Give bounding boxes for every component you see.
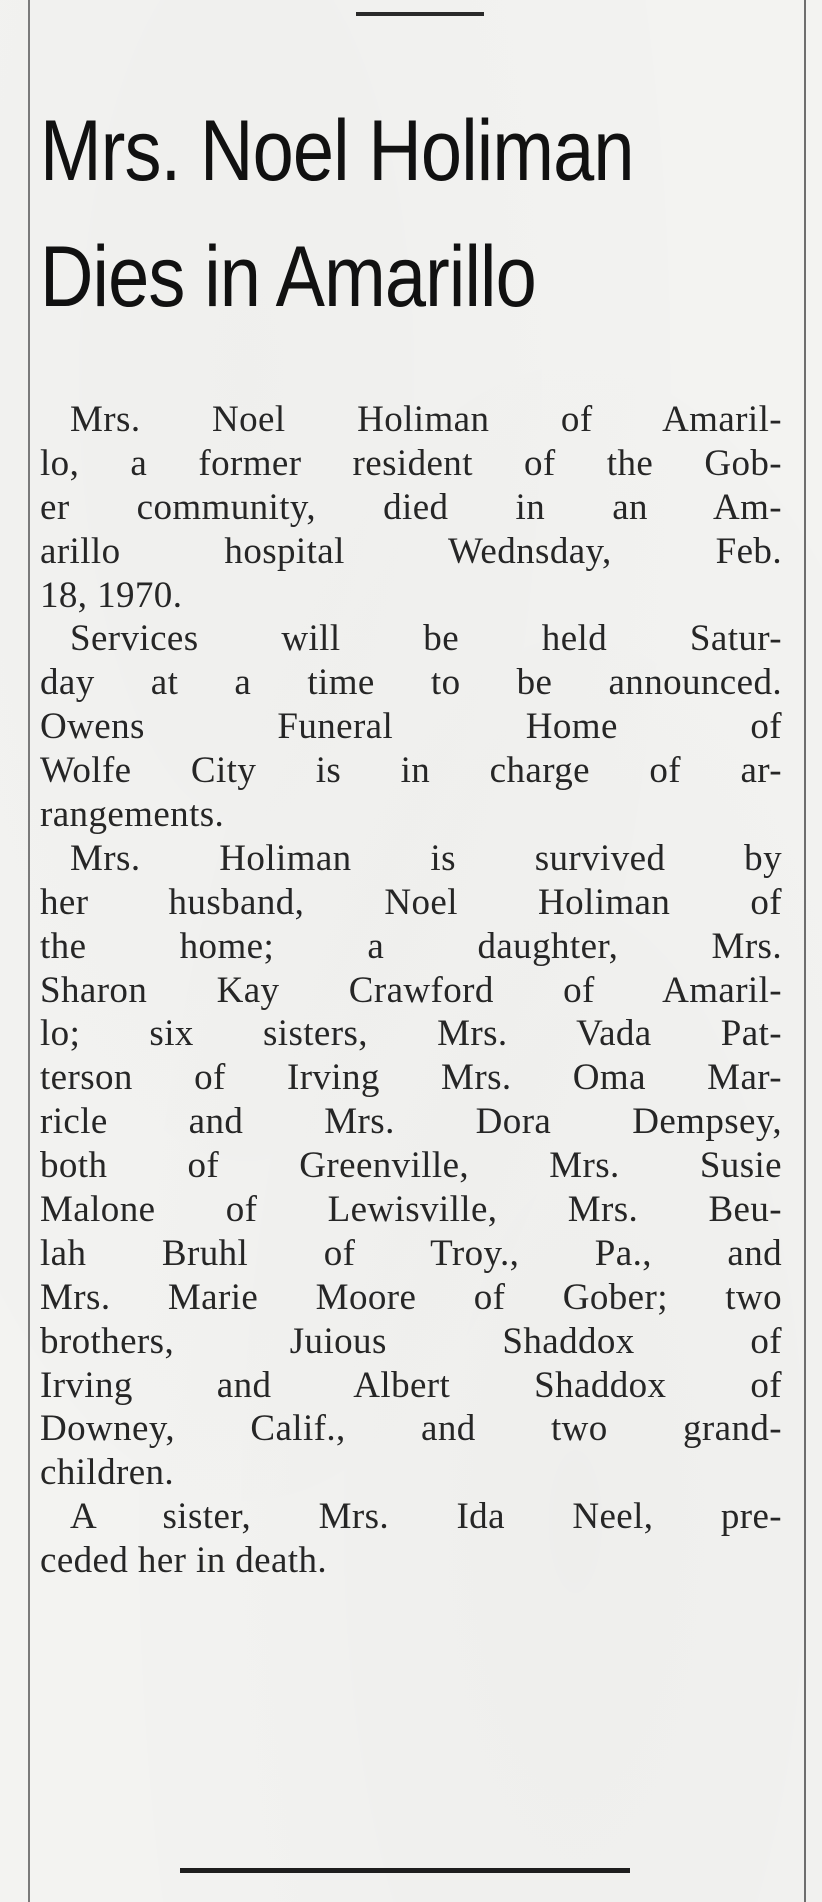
article-headline bbox=[40, 88, 694, 340]
body-line: Owens Funeral Home of bbox=[40, 706, 782, 748]
body-line: her husband, Noel Holiman of bbox=[40, 881, 782, 923]
body-line: terson of Irving Mrs. Oma Mar- bbox=[40, 1057, 782, 1099]
article-body bbox=[40, 398, 782, 1583]
body-line: lo, a former resident of the Gob- bbox=[40, 442, 782, 484]
body-line: day at a time to be announced. bbox=[40, 662, 782, 704]
body-line: Mrs. Noel Holiman of Amaril- bbox=[70, 399, 782, 440]
headline-line-1: Mrs. Noel Holiman bbox=[40, 103, 634, 199]
column-rule-right bbox=[804, 0, 806, 1902]
body-line: brothers, Juious Shaddox of bbox=[40, 1320, 782, 1362]
body-line: rangements. bbox=[40, 794, 225, 836]
body-line: ceded her in death. bbox=[40, 1540, 328, 1582]
body-line: lah Bruhl of Troy., Pa., and bbox=[40, 1232, 782, 1274]
body-line: lo; six sisters, Mrs. Vada Pat- bbox=[40, 1013, 782, 1055]
body-line: Mrs. Marie Moore of Gober; two bbox=[40, 1276, 782, 1318]
headline-line-2: Dies in Amarillo bbox=[40, 229, 536, 325]
body-line: A sister, Mrs. Ida Neel, pre- bbox=[70, 1496, 782, 1538]
body-line: Malone of Lewisville, Mrs. Beu- bbox=[40, 1189, 782, 1231]
body-line: Mrs. Holiman is survived by bbox=[70, 837, 782, 879]
body-line: ricle and Mrs. Dora Dempsey, bbox=[40, 1101, 782, 1143]
bottom-divider-rule bbox=[180, 1868, 630, 1873]
body-line: Irving and Albert Shaddox of bbox=[40, 1364, 782, 1406]
body-line: 18, 1970. bbox=[40, 574, 183, 616]
body-line: both of Greenville, Mrs. Susie bbox=[40, 1145, 782, 1187]
body-line: Services will be held Satur- bbox=[70, 618, 782, 660]
body-line: er community, died in an Am- bbox=[40, 486, 782, 528]
body-line: Downey, Calif., and two grand- bbox=[40, 1408, 782, 1450]
body-line: arillo hospital Wednsday, Feb. bbox=[40, 530, 782, 572]
body-line: Sharon Kay Crawford of Amaril- bbox=[40, 969, 782, 1011]
body-line: Wolfe City is in charge of ar- bbox=[40, 750, 782, 792]
top-divider-rule bbox=[356, 12, 484, 16]
column-rule-left bbox=[28, 0, 30, 1902]
body-line: the home; a daughter, Mrs. bbox=[40, 925, 782, 967]
body-line: children. bbox=[40, 1452, 175, 1494]
